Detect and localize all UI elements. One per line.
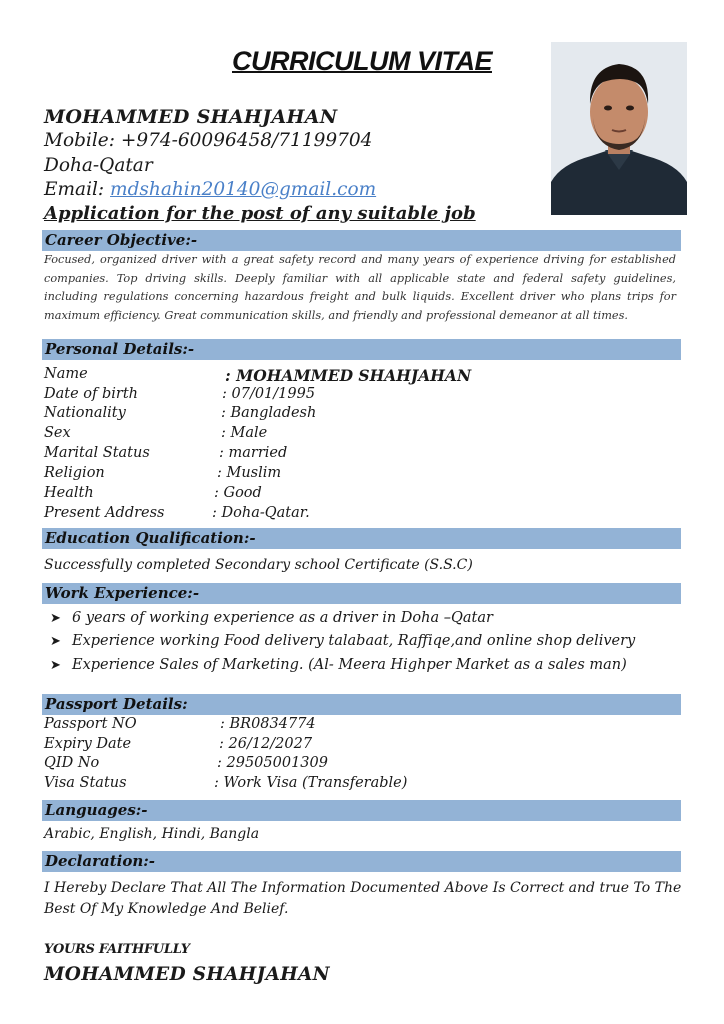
mobile-number: Mobile: +974-60096458/71199704 (44, 130, 373, 151)
declaration-text: I Hereby Declare That All The Information Documented Above Is Correct and true To The Best Of My Knowledge And Belief. (44, 880, 682, 917)
email-label: Email: (44, 179, 111, 200)
section-passport-details: Passport Details: (42, 694, 681, 715)
field-label: Health (44, 485, 94, 501)
field-value: : Work Visa (Transferable) (214, 775, 408, 791)
field-value: : Muslim (217, 465, 282, 481)
application-heading: Application for the post of any suitable job (44, 203, 476, 224)
field-label: QID No (44, 755, 100, 771)
field-label: Sex (44, 425, 71, 441)
section-education: Education Qualification:- (42, 528, 681, 549)
languages-text: Arabic, English, Hindi, Bangla (44, 826, 260, 842)
field-value: : Good (214, 485, 262, 501)
field-value: : MOHAMMED SHAHJAHAN (225, 366, 472, 385)
email-link[interactable]: mdshahin20140@gmail.com (110, 179, 377, 200)
arrow-bullet-icon: ➤ (50, 611, 61, 626)
closing-text: YOURS FAITHFULLY (44, 942, 190, 957)
section-languages: Languages:- (42, 800, 681, 821)
field-value: : 29505001309 (217, 755, 328, 771)
candidate-name: MOHAMMED SHAHJAHAN (44, 106, 338, 128)
field-value: : Male (221, 425, 268, 441)
field-label: Expiry Date (44, 736, 132, 752)
field-label: Present Address (44, 505, 165, 521)
profile-photo (551, 42, 687, 215)
email-line (44, 179, 376, 200)
document-title: CURRICULUM VITAE (232, 46, 492, 76)
section-work-experience: Work Experience:- (42, 583, 681, 604)
field-value: : 07/01/1995 (222, 386, 316, 402)
section-personal-details: Personal Details:- (42, 339, 681, 360)
portrait-image (551, 42, 687, 215)
arrow-bullet-icon: ➤ (50, 634, 61, 649)
field-label: Passport NO (44, 716, 137, 732)
field-value: : Bangladesh (221, 405, 317, 421)
field-label: Visa Status (44, 775, 127, 791)
section-career-objective: Career Objective:- (42, 230, 681, 251)
arrow-bullet-icon: ➤ (50, 658, 61, 673)
section-declaration: Declaration:- (42, 851, 681, 872)
education-text: Successfully completed Secondary school Certificate (S.S.C) (44, 557, 473, 573)
location: Doha-Qatar (44, 155, 153, 176)
signature-name: MOHAMMED SHAHJAHAN (44, 964, 330, 985)
field-value: : 26/12/2027 (219, 736, 313, 752)
cv-page: CURRICULUM VITAE MOHAMMED SHAHJAHAN Mobile: +974-60096458/71199704 Doha-Qatar Email: mdshahin20140@gmail.com Application for the post of any suitable job Career Objective:- Focused, organized driver with a great safety record and many years of experience driving for established companies. Top driving skills. Deeply familiar with all applicable state and federal safety guidelines, including regulations concerning hazardous freight and bulk liquids. Excellent driver who plans trips for maximum efficiency. Great communication skills, and friendly and professional demeanor at all times. Personal Details:- Name : MOHAMMED SHAHJAHAN Date of birth : 07/01/1995 Nationality : Bangladesh Sex : Male Marital Status : married Religion : Muslim Health : Good Present Address : Doha-Qatar. Education Qualification:- Successfully completed Secondary school Certificate (S.S.C) Work Experience:- ➤ 6 years of working experience as a driver in Doha –Qatar ➤ Experience working Food delivery talabaat, Raffiqe,and online shop delivery ➤ Experience Sales of Marketing. (Al- Meera Highper Market as a sales man) Passport Details: Passport NO : BR0834774 Expiry Date : 26/12/2027 QID No : 29505001309 Visa Status : Work Visa (Transferable) Languages:- Arabic, English, Hindi, Bangla Declaration:- I Hereby Declare That All The Information Documented Above Is Correct and true To The Best Of My Knowledge And Belief. YOURS FAITHFULLY MOHAMMED SHAHJAHAN (0, 0, 724, 1024)
field-value: : Doha-Qatar. (212, 505, 310, 521)
field-label: Religion (44, 465, 105, 481)
field-value: : BR0834774 (220, 716, 316, 732)
field-label: Marital Status (44, 445, 150, 461)
field-label: Name (44, 366, 88, 382)
objective-text: Focused, organized driver with a great safety record and many years of experience driving for established companies. Top driving skills. Deeply familiar with all applicable state and federal safety guidelines, including regulations concerning hazardous freight and bulk liquids. Excellent driver who plans trips for maximum efficiency. Great communication skills, and friendly and professional demeanor at all times. (44, 253, 676, 322)
field-value: : married (219, 445, 288, 461)
field-label: Nationality (44, 405, 126, 421)
field-label: Date of birth (44, 386, 139, 402)
